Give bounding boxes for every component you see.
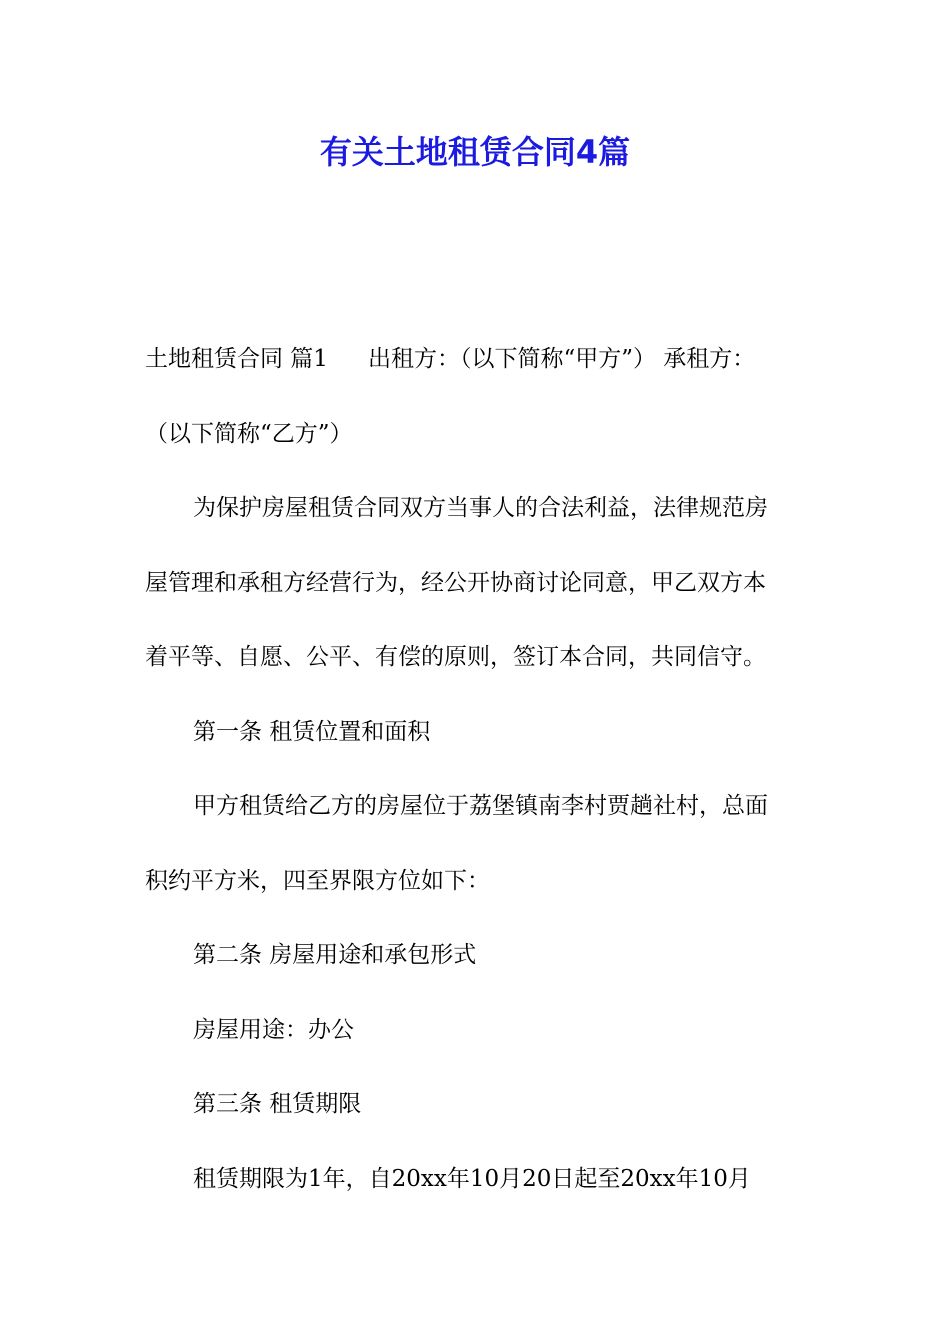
body-line-2: （以下简称“乙方”）	[145, 420, 353, 447]
document-title: 有关土地租赁合同4篇	[319, 133, 631, 171]
body-line-1	[145, 322, 810, 397]
body-line-3: 为保护房屋租赁合同双方当事人的合法利益，法律规范房	[193, 495, 768, 521]
document-body	[145, 322, 810, 1216]
body-line-10: 房屋用途：办公	[193, 1016, 354, 1043]
body-line-12: 租赁期限为1年，自20xx年10月20日起至20xx年10月	[193, 1165, 751, 1192]
body-line-5: 着平等、自愿、公平、有偿的原则，签订本合同，共同信守。	[145, 644, 766, 670]
body-line-4: 屋管理和承租方经营行为，经公开协商讨论同意，甲乙双方本	[145, 569, 766, 596]
body-line-7: 甲方租赁给乙方的房屋位于荔堡镇南李村贾趟社村，总面	[193, 793, 768, 819]
parties-intro: 出租方：（以下简称“甲方”） 承租方：	[367, 346, 756, 372]
contract-heading: 土地租赁合同 篇1	[145, 346, 328, 372]
article-3-heading: 第三条 租赁期限	[193, 1091, 362, 1117]
body-line-8: 积约平方米，四至界限方位如下：	[145, 867, 490, 894]
article-1-heading: 第一条 租赁位置和面积	[193, 718, 431, 745]
article-2-heading: 第二条 房屋用途和承包形式	[193, 942, 477, 968]
